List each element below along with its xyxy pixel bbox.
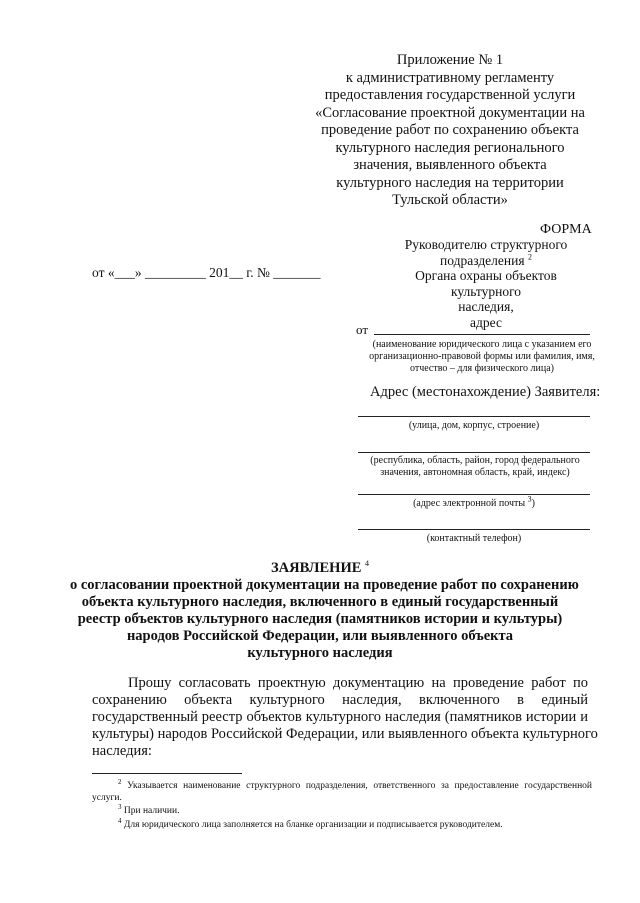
appendix-line: значения, выявленного объекта <box>353 157 547 173</box>
phone-hint: (контактный телефон) <box>426 533 522 544</box>
addressee-line: адрес <box>470 314 502 330</box>
appendix-line: «Согласование проектной документации на <box>315 104 585 121</box>
region-line <box>358 452 590 453</box>
phone-line <box>358 529 590 530</box>
paragraph-line: культуры) народов Российской Федерации, или выявленного объекта культурного <box>92 726 598 742</box>
appendix-line: предоставления государственной услуги <box>324 87 576 103</box>
paragraph-line: наследия: <box>92 743 152 759</box>
paragraph-line: сохранению объекта культурного наследия, включенного в единый <box>92 692 588 708</box>
footnote-4: $^4$ Для юридического лица заполняется на бланке организации и подписывается руководителем. <box>118 816 503 830</box>
statement-subtitle-line: объекта культурного наследия, включенного в единый государственный <box>81 594 559 610</box>
address-title: Адрес (местонахождение) Заявителя: <box>370 384 601 400</box>
footnote-ref: 3 <box>527 494 532 504</box>
from-label: от <box>356 322 369 337</box>
appendix-line: к административному регламенту <box>345 69 555 86</box>
footnote-ref: 2 <box>527 252 532 261</box>
email-line <box>358 494 590 495</box>
appendix-line: культурного наследия регионального <box>335 139 565 156</box>
statement-subtitle-line: народов Российской Федерации, или выявленного объекта <box>126 628 514 644</box>
region-hint: (республика, область, район, город федерального значения, автономная область, край, индекс) <box>370 455 580 478</box>
statement-subtitle-line: о согласовании проектной документации на проведение работ по сохранению <box>70 577 579 593</box>
footnote-number: 3 <box>118 802 122 811</box>
addressee-block <box>380 237 592 330</box>
addressee-line: Органа охраны объектов культурного <box>415 268 557 299</box>
appendix-line: проведение работ по сохранению объекта <box>321 122 579 138</box>
footnote-2: $^2$ Указывается наименование структурного подразделения, ответственного за предоставление государственной услуги. <box>92 777 593 803</box>
footnote-3: $^3$ При наличии. <box>118 802 180 816</box>
addressee-line: Руководителю структурного <box>404 237 568 252</box>
applicant-name-hint: (наименование юридического лица с указанием его организационно-правовой формы или фамилия, имя, отчество – для физического лица) <box>369 339 595 374</box>
statement-title <box>70 559 579 662</box>
paragraph-line: государственный реестр объектов культурного наследия (памятников истории и <box>92 709 588 725</box>
statement-subtitle-line: реестр объектов культурного наследия (памятников истории и культуры) <box>77 611 563 627</box>
email-hint: (адрес электронной почты $^3$) <box>413 494 535 509</box>
footnote-ref: 4 <box>365 559 370 569</box>
statement-subtitle-line: культурного наследия <box>247 645 393 661</box>
footnote-number: 2 <box>118 777 122 786</box>
statement-heading: ЗАЯВЛЕНИЕ $^4$ <box>270 559 370 576</box>
footnote-number: 4 <box>118 816 122 825</box>
addressee-line: наследия, <box>458 299 514 314</box>
paragraph-line: Прошу согласовать проектную документацию на проведение работ по <box>128 675 588 691</box>
appendix-line: культурного наследия на территории <box>336 174 564 191</box>
addressee-line: подразделения $^2$ <box>440 252 532 268</box>
date-number-line: от «___» _________ 201__ г. № _______ <box>92 265 321 280</box>
applicant-name-line <box>374 334 590 335</box>
street-hint: (улица, дом, корпус, строение) <box>408 420 540 431</box>
request-paragraph <box>92 675 598 760</box>
footnote-separator <box>92 773 242 774</box>
appendix-line: Тульской области» <box>392 192 508 208</box>
appendix-line: Приложение № 1 <box>396 52 504 68</box>
form-label: ФОРМА <box>540 222 592 237</box>
street-line <box>358 416 590 417</box>
appendix-header <box>300 52 600 210</box>
